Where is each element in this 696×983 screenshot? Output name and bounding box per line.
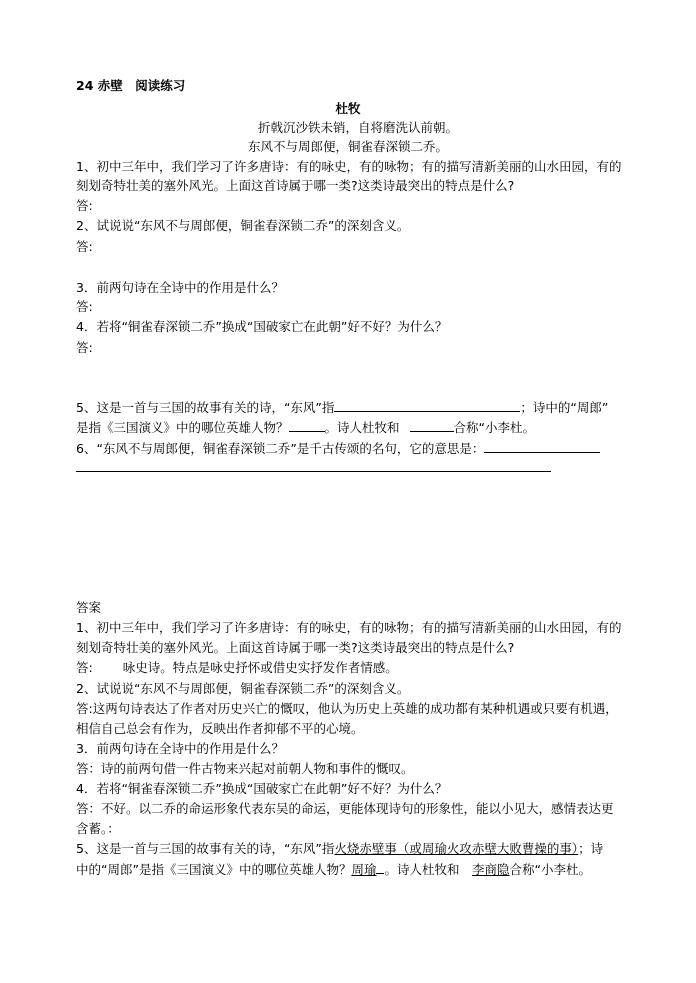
poem-author: 杜牧	[335, 101, 361, 116]
answer-2-blank: 答:	[76, 239, 93, 254]
question-5-line-1	[76, 399, 608, 416]
question-6-fill-blank-1[interactable]	[484, 440, 600, 453]
question-5-text-b: ；诗中的“周郎”	[520, 400, 609, 415]
answers-a1-text: 咏史诗。特点是咏史抒怀或借史实抒发作者情感。	[122, 660, 398, 675]
answer-4-blank: 答:	[76, 340, 93, 355]
answers-q2: 2、试说说“东风不与周郎便，铜雀春深锁二乔”的深刻含义。	[76, 681, 410, 696]
question-6-text: 6、“东风不与周郎便，铜雀春深锁二乔”是千古传颂的名句，它的意思是：	[76, 441, 485, 456]
question-6-line	[76, 440, 600, 457]
answers-q5-line-2	[76, 861, 591, 878]
answers-a2-line-1: 答:这两句诗表达了作者对历史兴亡的慨叹，他认为历史上英雄的成功都有某种机遇或只要有机遇，	[76, 701, 618, 716]
poem-line-2: 东风不与周郎便，铜雀春深锁二乔。	[247, 139, 448, 154]
question-4: 4．若将“铜雀春深锁二乔”换成“国破家亡在此朝”好不好？为什么？	[76, 319, 448, 334]
answers-a1-prefix: 答:	[76, 660, 93, 675]
answers-q5-text-c: 中的“周郎”是指《三国演义》中的哪位英雄人物？	[76, 862, 352, 877]
answer-1-blank: 答:	[76, 198, 93, 213]
page-heading: 24 赤壁 阅读练习	[76, 78, 186, 93]
answers-q5-text-a: 5、这是一首与三国的故事有关的诗，“东风”指	[76, 841, 335, 856]
question-2: 2、试说说“东风不与周郎便，铜雀春深锁二乔”的深刻含义。	[76, 218, 410, 233]
answers-q5-text-b: ；诗	[578, 841, 604, 856]
answers-q1-line-1: 1、初中三年中，我们学习了许多唐诗：有的咏史，有的咏物；有的描写清新美丽的山水田园，有的	[76, 620, 622, 635]
answers-q5-line-1	[76, 841, 603, 857]
answer-3-blank: 答:	[76, 299, 93, 314]
question-1-line-1: 1、初中三年中，我们学习了许多唐诗：有的咏史，有的咏物；有的描写清新美丽的山水田园，有的	[76, 159, 622, 174]
question-5-text-d: 。诗人杜牧和	[324, 420, 400, 435]
question-5-fill-blank-1[interactable]	[334, 399, 520, 412]
question-6-fill-blank-2[interactable]	[76, 459, 551, 472]
question-3: 3．前两句诗在全诗中的作用是什么？	[76, 280, 284, 295]
answers-q5-answer-3: 李商隐	[471, 862, 510, 877]
answers-q3: 3．前两句诗在全诗中的作用是什么？	[76, 741, 284, 756]
answers-a4-line-2: 含蓄。：	[76, 821, 120, 836]
answers-a2-line-2: 相信自己总会有作为，反映出作者抑郁不平的心境。	[76, 721, 364, 736]
answers-q5-answer-2: 周瑜	[351, 862, 377, 877]
answers-q1-line-2: 刻划奇特壮美的塞外风光。上面这首诗属于哪一类?这类诗最突出的特点是什么?	[76, 640, 515, 655]
question-1-line-2: 刻划奇特壮美的塞外风光。上面这首诗属于哪一类?这类诗最突出的特点是什么?	[76, 178, 515, 193]
answers-q4: 4．若将“铜雀春深锁二乔”换成“国破家亡在此朝”好不好？为什么？	[76, 781, 448, 796]
question-5-text-c: 是指《三国演义》中的哪位英雄人物？	[76, 420, 289, 435]
question-5-line-2	[76, 419, 535, 436]
question-5-fill-blank-2[interactable]	[289, 419, 325, 432]
answers-a4-line-1: 答：不好。以二乔的命运形象代表东吴的命运，更能体现诗句的形象性，能以小见大，感情表达更	[76, 801, 614, 816]
answers-q5-text-d: 。诗人杜牧和	[384, 862, 472, 877]
answers-a3: 答：诗的前两句借一件古物来兴起对前朝人物和事件的慨叹。	[76, 761, 414, 776]
question-5-fill-blank-3[interactable]	[410, 419, 454, 432]
answers-q5-answer-1: 火烧赤壁事（或周瑜火攻赤壁大败曹操的事）	[334, 841, 579, 856]
poem-line-1: 折戟沉沙铁未销，自将磨洗认前朝。	[257, 120, 458, 135]
answers-title: 答案	[76, 600, 102, 615]
question-6-line-2	[76, 459, 551, 476]
question-5-text-a: 5、这是一首与三国的故事有关的诗，“东风”指	[76, 400, 335, 415]
answers-q5-text-e: 合称“小李杜。	[509, 862, 591, 877]
answers-a1	[76, 660, 398, 676]
question-5-text-e: 合称“小李杜。	[453, 420, 536, 435]
